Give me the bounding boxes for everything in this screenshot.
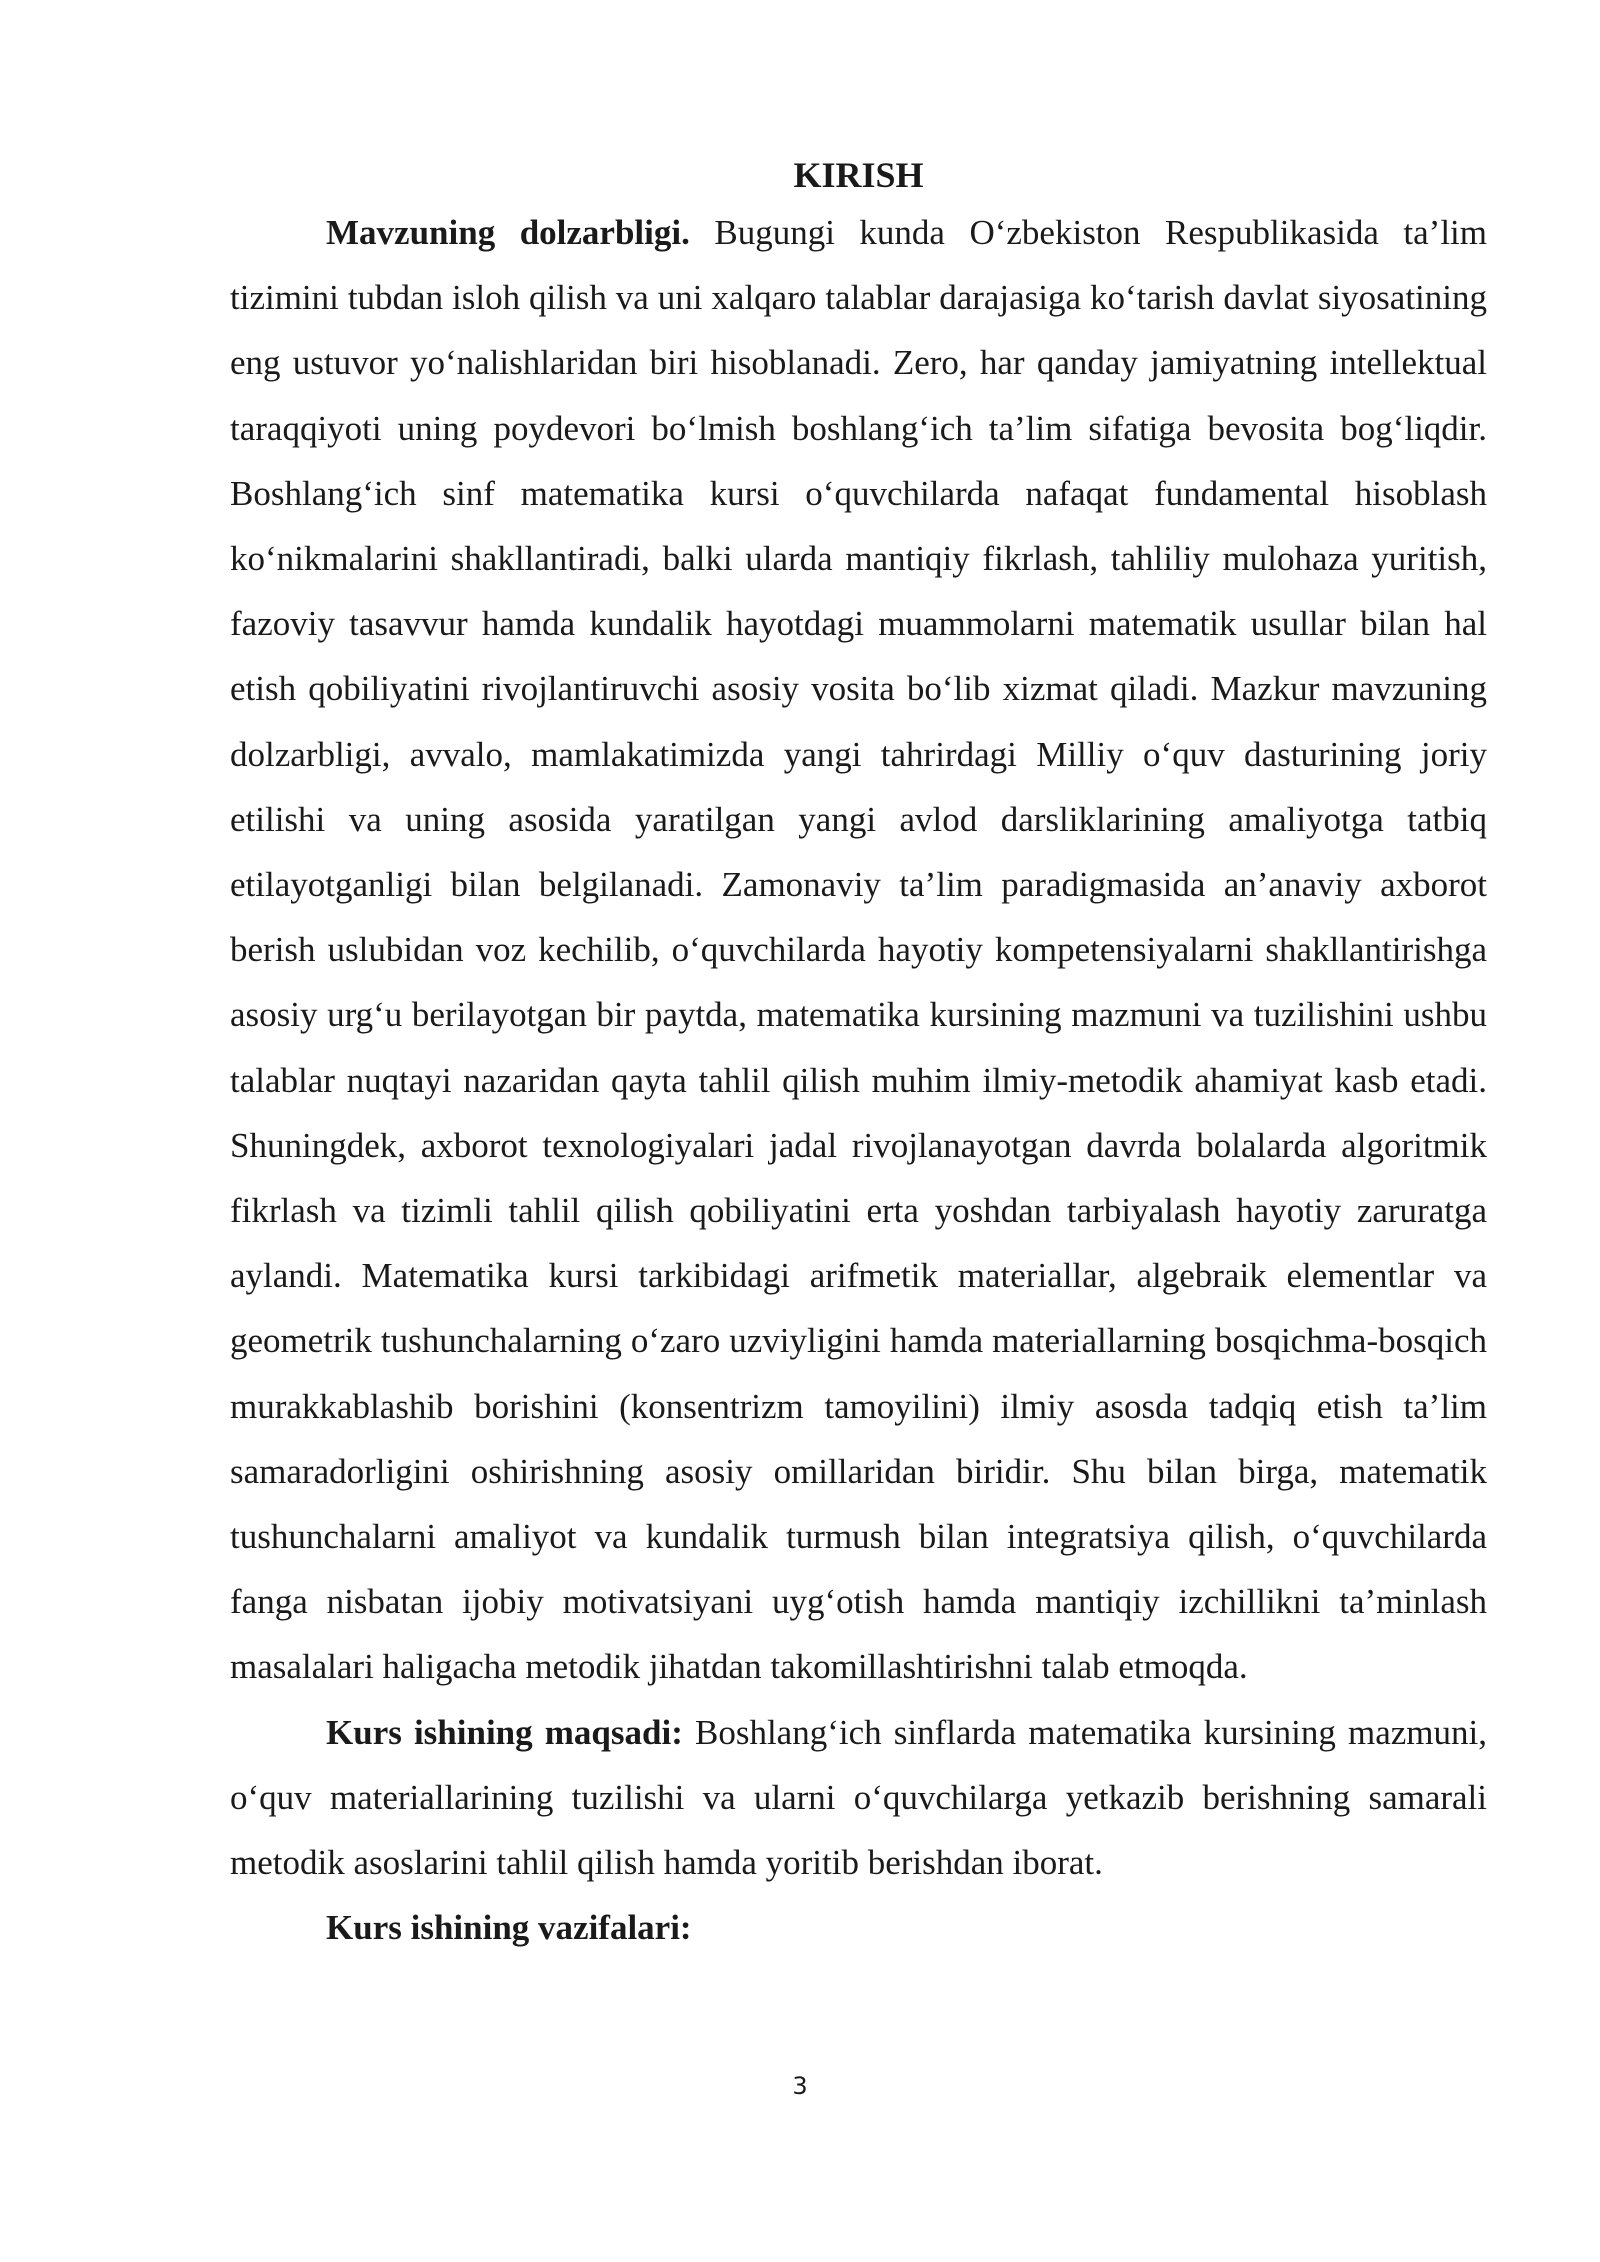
- paragraph-text: Boshlang‘ich sinflarda matematika kursining mazmuni, o‘quv materiallarining tuzilishi va ularni o‘quvchilarga yetkazib berishning samarali metodik asoslarini tahlil qilish hamda yoritib berishdan iborat.: [230, 1712, 1488, 1883]
- paragraph-relevance: [230, 200, 1487, 1700]
- page-content: [230, 150, 1487, 1960]
- paragraph-lead: Mavzuning dolzarbligi.: [326, 213, 690, 252]
- paragraph-tasks: [230, 1895, 1487, 1960]
- paragraph-text: Bugungi kunda O‘zbekiston Respublikasida ta’lim tizimini tubdan isloh qilish va uni xalqaro talablar darajasiga ko‘tarish davlat siyosatining eng ustuvor yo‘nalishlaridan biri hisoblanadi. Zero, har qanday jamiyatning intellektual taraqqiyoti uning poydevori bo‘lmish boshlang‘ich ta’lim sifatiga bevosita bog‘liqdir. Boshlang‘ich sinf matematika kursi o‘quvchilarda nafaqat fundamental hisoblash ko‘nikmalarini shakllantiradi, balki ularda mantiqiy fikrlash, tahliliy mulohaza yuritish, fazoviy tasavvur hamda kundalik hayotdagi muammolarni matematik usullar bilan hal etish qobiliyatini rivojlantiruvchi asosiy vosita bo‘lib xizmat qiladi. Mazkur mavzuning dolzarbligi, avvalo, mamlakatimizda yangi tahrirdagi Milliy o‘quv dasturining joriy etilishi va uning asosida yaratilgan yangi avlod darsliklarining amaliyotga tatbiq etilayotganligi bilan belgilanadi. Zamonaviy ta’lim paradigmasida an’anaviy axborot berish uslubidan voz kechilib, o‘quvchilarda hayotiy kompetensiyalarni shakllantirishga asosiy urg‘u berilayotgan bir paytda, matematika kursining mazmuni va tuzilishini ushbu talablar nuqtayi nazaridan qayta tahlil qilish muhim ilmiy-metodik ahamiyat kasb etadi. Shuningdek, axborot texnologiyalari jadal rivojlanayotgan davrda bolalarda algoritmik fikrlash va tizimli tahlil qilish qobiliyatini erta yoshdan tarbiyalash hayotiy zaruratga aylandi. Matematika kursi tarkibidagi arifmetik materiallar, algebraik elementlar va geometrik tushunchalarning o‘zaro uzviyligini hamda materiallarning bosqichma-bosqich murakkablashib borishini (konsentrizm tamoyilini) ilmiy asosda tadqiq etish ta’lim samaradorligini oshirishning asosiy omillaridan biridir. Shu bilan birga, matematik tushunchalarni amaliyot va kundalik turmush bilan integratsiya qilish, o‘quvchilarda fanga nisbatan ijobiy motivatsiyani uyg‘otish hamda mantiqiy izchillikni ta’minlash masalalari haligacha metodik jihatdan takomillashtirishni talab etmoqda.: [230, 213, 1487, 1687]
- section-heading: KIRISH: [793, 155, 924, 195]
- paragraph-lead: Kurs ishining maqsadi:: [326, 1712, 683, 1752]
- paragraph-lead: Kurs ishining vazifalari:: [326, 1908, 692, 1948]
- paragraph-goal: [230, 1700, 1487, 1896]
- page-number: 3: [792, 2072, 808, 2100]
